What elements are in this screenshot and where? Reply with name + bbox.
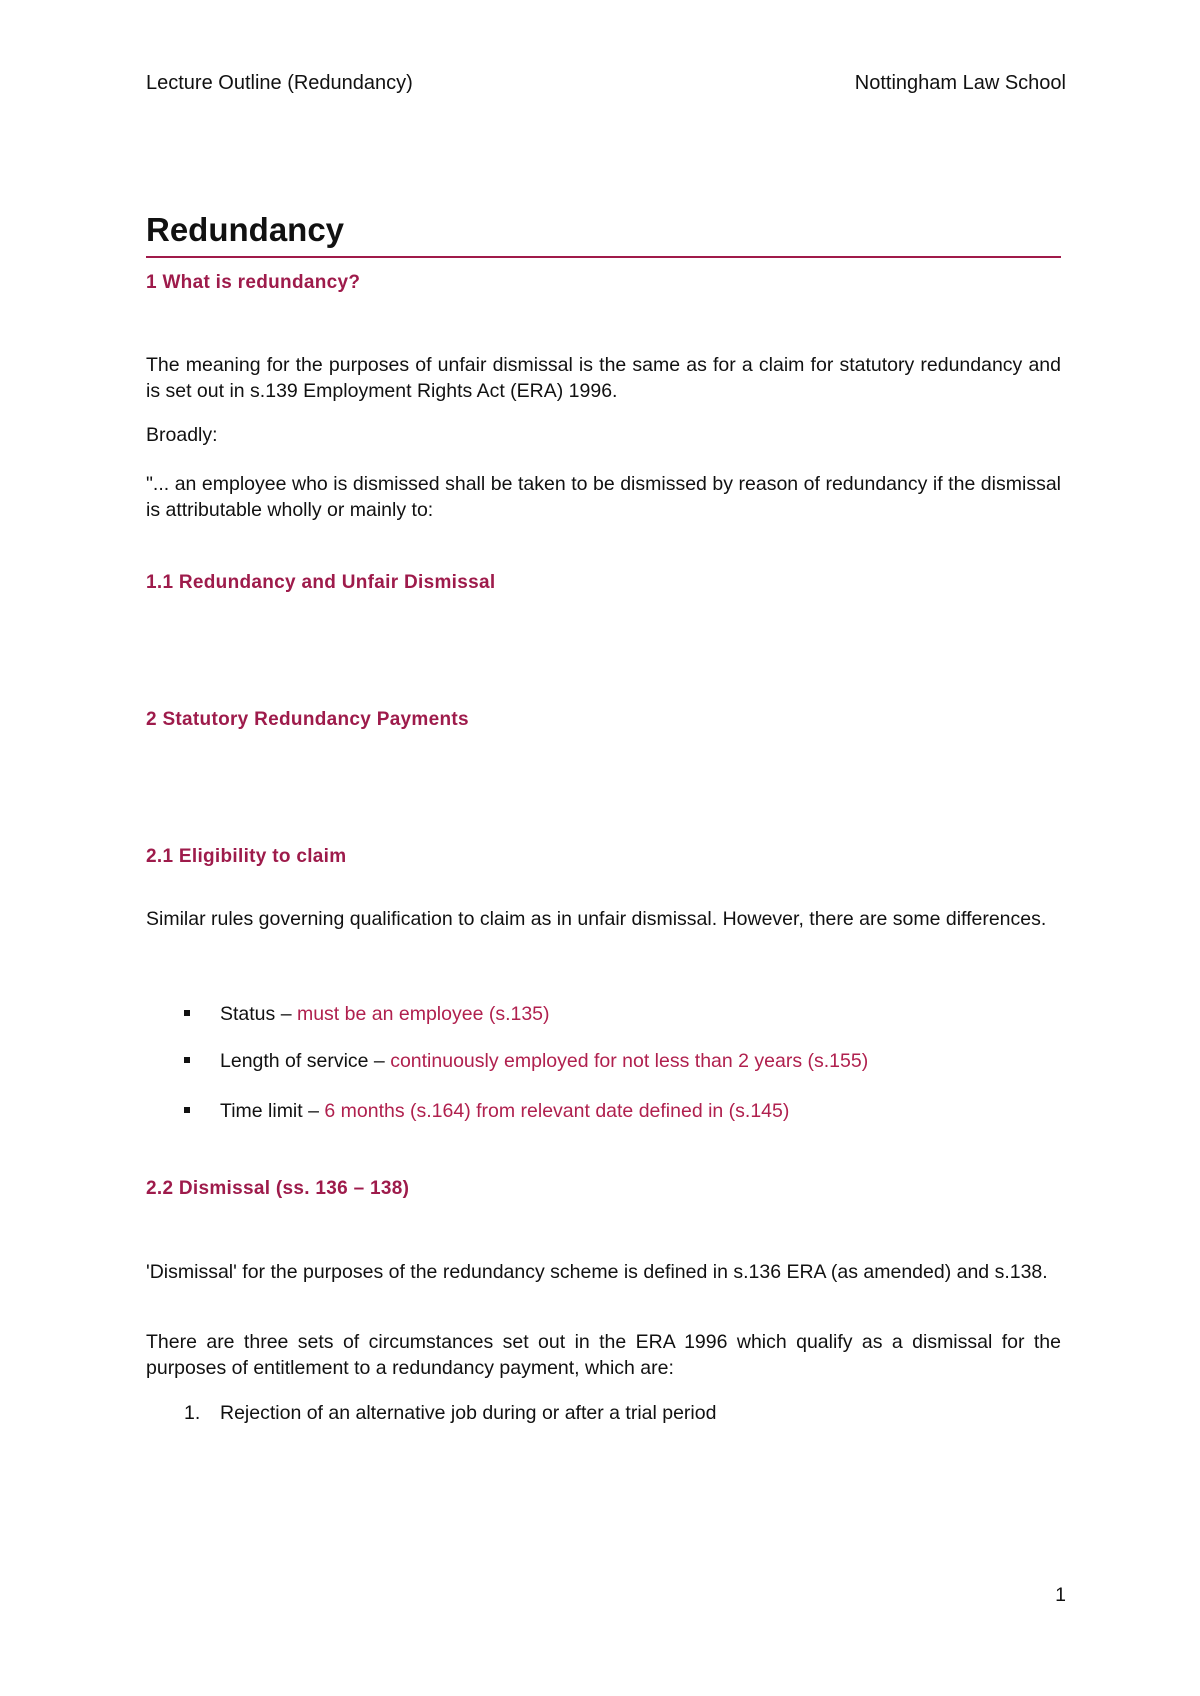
bullet-label: Time limit –	[220, 1100, 325, 1122]
paragraph-eligibility: Similar rules governing qualification to claim as in unfair dismissal. However, there are some differences.	[146, 908, 1047, 930]
paragraph-quote: "... an employee who is dismissed shall be taken to be dismissed by reason of redundancy if the dismissal is attributable wholly or mainly to:	[146, 473, 1061, 521]
page-number: 1	[1055, 1584, 1066, 1606]
header-right-text: Nottingham Law School	[854, 72, 1066, 94]
bullet-label: Length of service –	[220, 1050, 391, 1072]
bullet-text	[220, 1001, 550, 1027]
page-header	[146, 72, 1066, 100]
section-heading-1: 1 What is redundancy?	[146, 272, 361, 293]
bullet-detail: 6 months (s.164) from relevant date defined in (s.145)	[324, 1100, 790, 1122]
header-left-text: Lecture Outline (Redundancy)	[146, 72, 413, 94]
paragraph-meaning: The meaning for the purposes of unfair dismissal is the same as for a claim for statutory redundancy and is set out in s.139 Employment Rights Act (ERA) 1996.	[146, 354, 1061, 402]
section-heading-2-1: 2.1 Eligibility to claim	[146, 846, 347, 867]
bullet-text	[220, 1048, 868, 1074]
paragraph-dismissal-definition: 'Dismissal' for the purposes of the redundancy scheme is defined in s.136 ERA (as amended) and s.138.	[146, 1261, 1048, 1283]
numbered-item-text: Rejection of an alternative job during or after a trial period	[220, 1402, 717, 1424]
bullet-marker	[184, 1010, 190, 1016]
paragraph-three-circumstances: There are three sets of circumstances set out in the ERA 1996 which qualify as a dismissal for the purposes of entitlement to a redundancy payment, which are:	[146, 1331, 1061, 1379]
bullet-marker	[184, 1057, 190, 1063]
bullet-detail: must be an employee (s.135)	[296, 1003, 550, 1025]
section-heading-1-1: 1.1 Redundancy and Unfair Dismissal	[146, 572, 496, 593]
section-heading-2: 2 Statutory Redundancy Payments	[146, 709, 469, 730]
numbered-item-number: 1.	[184, 1402, 201, 1424]
bullet-label: Status –	[220, 1003, 297, 1025]
bullet-text	[220, 1098, 789, 1124]
paragraph-broadly: Broadly:	[146, 424, 218, 446]
document-title: Redundancy	[146, 212, 1061, 258]
section-heading-2-2: 2.2 Dismissal (ss. 136 – 138)	[146, 1178, 410, 1199]
bullet-detail: continuously employed for not less than 2 years (s.155)	[390, 1050, 869, 1072]
bullet-marker	[184, 1107, 190, 1113]
